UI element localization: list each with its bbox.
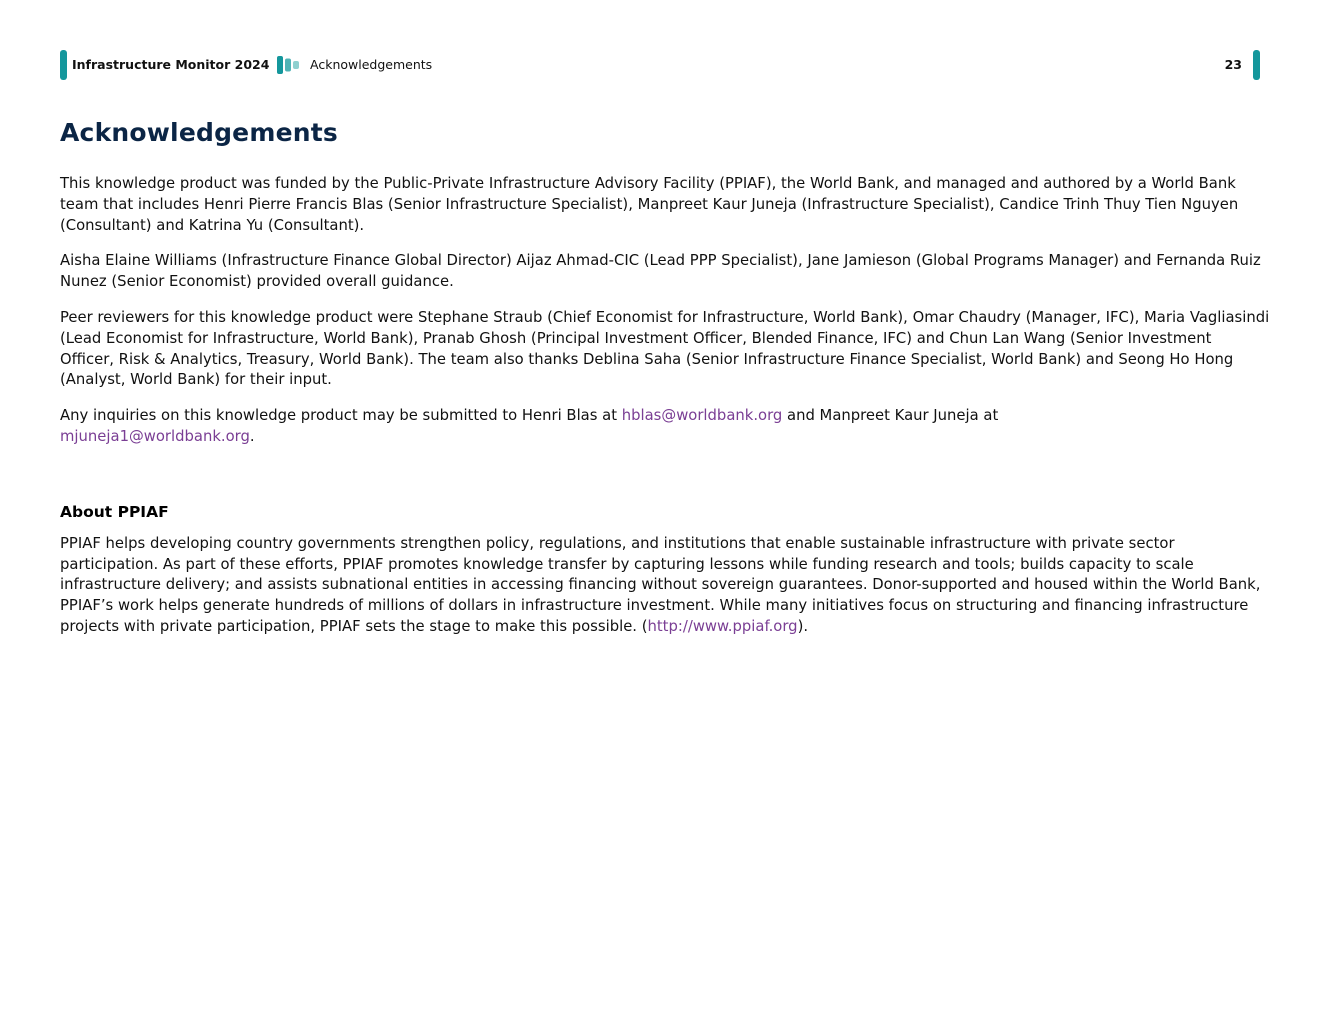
- about-suffix: ).: [797, 617, 809, 635]
- funding-paragraph: This knowledge product was funded by the Public-Private Infrastructure Advisory Facility (PPIAF), the World Bank, and managed and authored by a World Bank team that includes Henri Pierre Francis Blas (Senior Infrastructure Specialist), Manpreet Kaur Juneja (Infrastructure Specialist), Candice Trinh Thuy Tien Nguyen (Consultant) and Katrina Yu (Consultant).: [60, 175, 1239, 234]
- email-link-hblas[interactable]: hblas@worldbank.org: [621, 407, 783, 425]
- breadcrumb-section: Acknowledgements: [310, 57, 433, 72]
- ppiaf-website-link[interactable]: http://www.ppiaf.org: [647, 617, 798, 635]
- header-accent-bar-left: [60, 50, 67, 80]
- main-content: [60, 118, 1270, 653]
- inquiries-middle: and Manpreet Kaur Juneja at: [782, 407, 999, 425]
- about-paragraph: [60, 534, 1270, 638]
- inquiries-suffix: .: [249, 427, 255, 445]
- page-header: [60, 50, 1260, 80]
- inquiries-prefix: Any inquiries on this knowledge product may be submitted to Henri Blas at: [60, 407, 622, 425]
- peer-reviewers-paragraph: Peer reviewers for this knowledge product were Stephane Straub (Chief Economist for Infrastructure, World Bank), Omar Chaudry (Manager, IFC), Maria Vagliasindi (Lead Economist for Infrastructure, World Bank), Pranab Ghosh (Principal Investment Officer, Blended Finance, IFC) and Chun Lan Wang (Senior Investment Officer, Risk & Analytics, Treasury, World Bank). The team also thanks Deblina Saha (Senior Infrastructure Finance Specialist, World Bank) and Seong Ho Hong (Analyst, World Bank) for their input.: [60, 308, 1270, 389]
- inquiries-paragraph: [60, 406, 1270, 448]
- header-accent-bar-right: [1253, 50, 1260, 80]
- three-bars-icon: [277, 56, 303, 74]
- guidance-paragraph: Aisha Elaine Williams (Infrastructure Finance Global Director) Aijaz Ahmad-CIC (Lead PPP Specialist), Jane Jamieson (Global Programs Manager) and Fernanda Ruiz Nunez (Senior Economist) provided overall guidance.: [60, 252, 1261, 291]
- document-title: Infrastructure Monitor 2024: [72, 57, 270, 72]
- page-title: Acknowledgements: [60, 118, 338, 147]
- about-heading: About PPIAF: [60, 502, 169, 521]
- email-link-mjuneja[interactable]: mjuneja1@worldbank.org: [60, 427, 250, 445]
- about-text: PPIAF helps developing country governments strengthen policy, regulations, and institutions that enable sustainable infrastructure with private sector participation. As part of these efforts, PPIAF promotes knowledge transfer by capturing lessons while funding research and tools; builds capacity to scale infrastructure delivery; and assists subnational entities in accessing financing without sovereign guarantees. Donor-supported and housed within the World Bank, PPIAF’s work helps generate hundreds of millions of dollars in infrastructure investment. While many initiatives focus on structuring and financing infrastructure projects with private participation, PPIAF sets the stage to make this possible. (: [60, 534, 1261, 635]
- page-number: 23: [1224, 57, 1242, 72]
